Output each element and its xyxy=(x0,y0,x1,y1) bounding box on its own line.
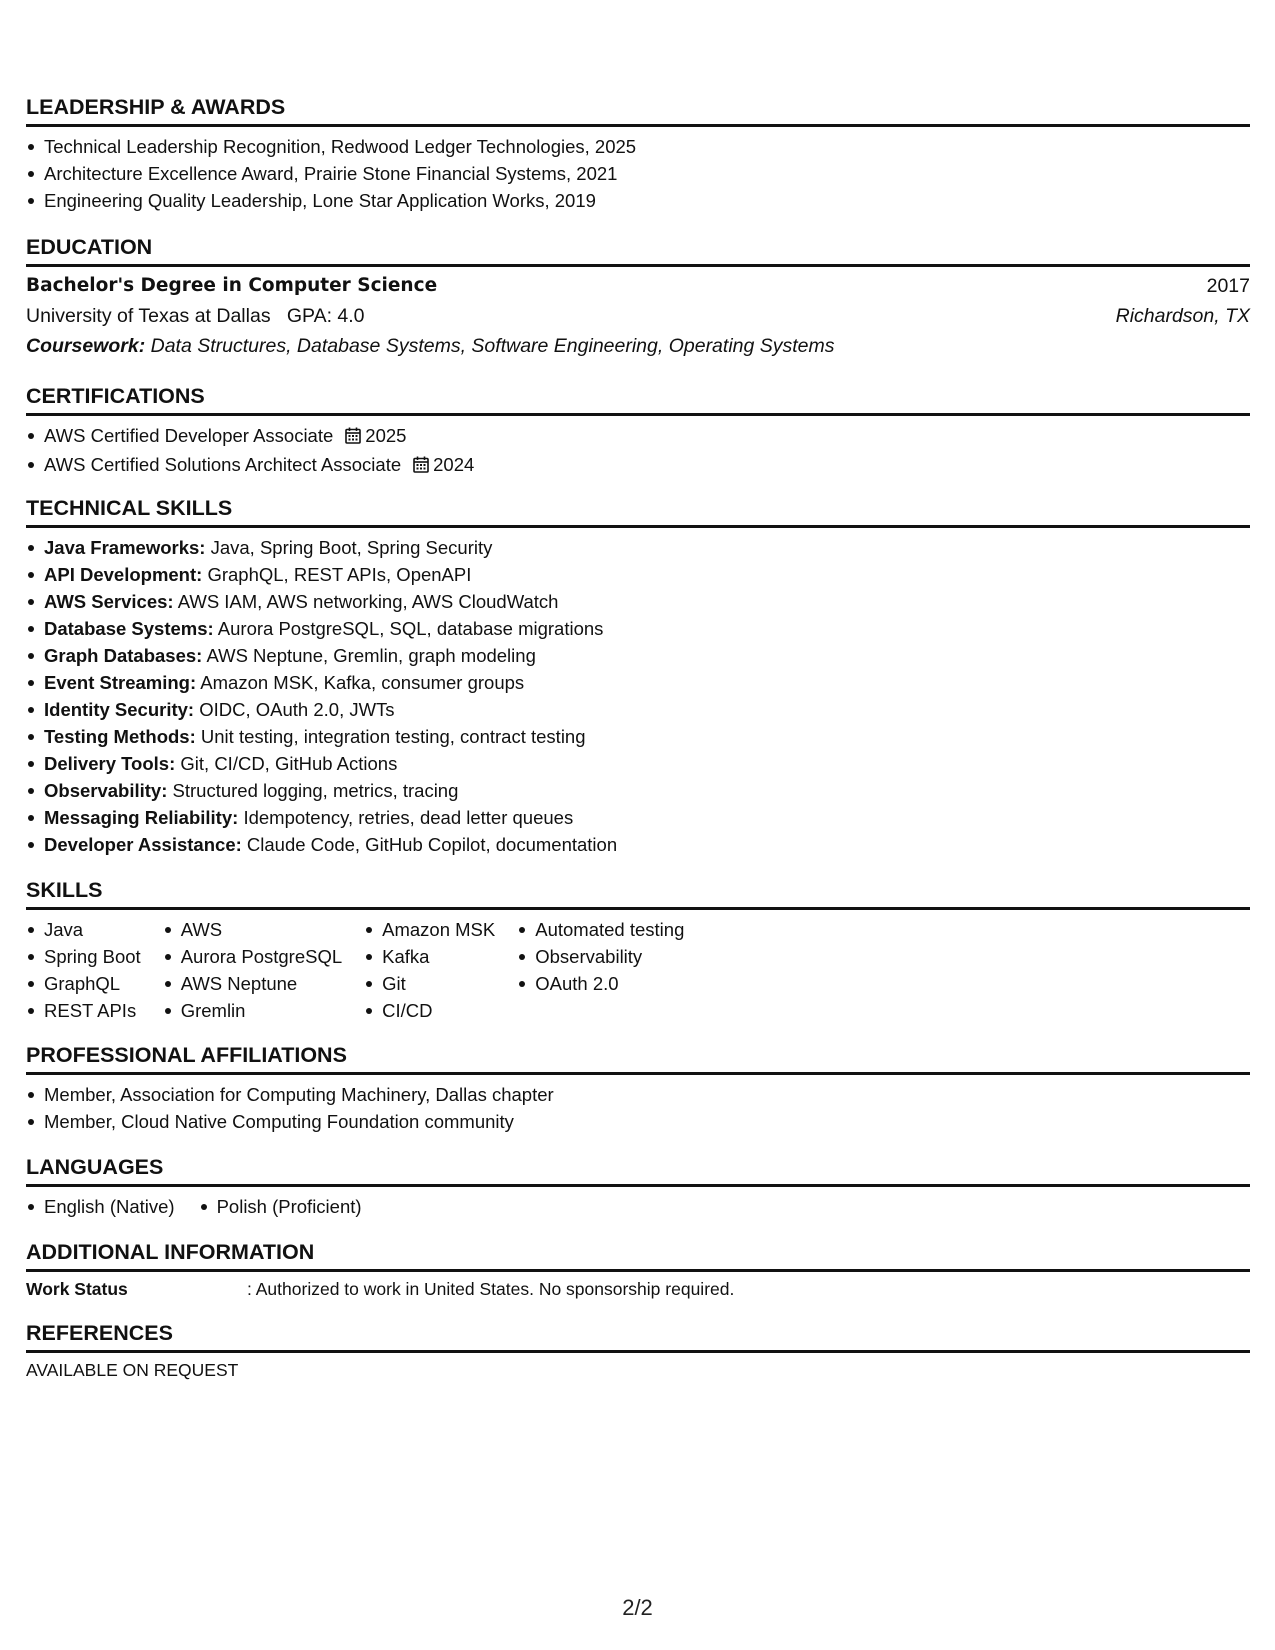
skill-item: CI/CD xyxy=(364,997,495,1024)
skills-column xyxy=(163,916,342,1024)
calendar-icon xyxy=(345,424,361,451)
list-item: Architecture Excellence Award, Prairie Stone Financial Systems, 2021 xyxy=(26,160,1250,187)
degree: Bachelor's Degree in Computer Science xyxy=(26,275,438,296)
section-title: LEADERSHIP & AWARDS xyxy=(26,95,1250,127)
gpa: GPA: 4.0 xyxy=(286,305,365,327)
skill-category-label: API Development: xyxy=(44,564,203,585)
languages-section xyxy=(26,1155,1250,1220)
skills-section xyxy=(26,878,1250,1024)
skill-item: Gremlin xyxy=(163,997,342,1024)
technical-skill-item xyxy=(26,588,1250,615)
technical-skill-item xyxy=(26,696,1250,723)
technical-skill-item xyxy=(26,615,1250,642)
skills-grid xyxy=(26,910,1250,1024)
skill-category-label: Testing Methods: xyxy=(44,726,196,747)
list-item: Member, Cloud Native Computing Foundation community xyxy=(26,1108,1250,1135)
skill-category-value: AWS IAM, AWS networking, AWS CloudWatch xyxy=(177,591,559,612)
technical-skill-item xyxy=(26,723,1250,750)
technical-skills-section xyxy=(26,496,1250,858)
skill-category-label: Messaging Reliability: xyxy=(44,807,239,828)
skill-category-label: Observability: xyxy=(44,780,168,801)
section-title: SKILLS xyxy=(26,878,1250,910)
skill-category-label: Database Systems: xyxy=(44,618,214,639)
skill-item: AWS xyxy=(163,916,342,943)
page-number: 2/2 xyxy=(622,1595,653,1620)
skill-item: Java xyxy=(26,916,141,943)
technical-skill-item xyxy=(26,561,1250,588)
work-status-value: : Authorized to work in United States. No sponsorship required. xyxy=(247,1279,735,1299)
skills-column xyxy=(517,916,684,1024)
certification-year: 2025 xyxy=(365,425,407,446)
skill-category-value: Structured logging, metrics, tracing xyxy=(172,780,459,801)
section-title: LANGUAGES xyxy=(26,1155,1250,1187)
technical-skill-item xyxy=(26,534,1250,561)
skill-item: Automated testing xyxy=(517,916,684,943)
skill-item: REST APIs xyxy=(26,997,141,1024)
skill-category-value: Aurora PostgreSQL, SQL, database migrations xyxy=(217,618,604,639)
references-section xyxy=(26,1321,1250,1385)
skill-category-value: AWS Neptune, Gremlin, graph modeling xyxy=(206,645,536,666)
section-title: PROFESSIONAL AFFILIATIONS xyxy=(26,1043,1250,1075)
skill-item: Git xyxy=(364,970,495,997)
section-title: ADDITIONAL INFORMATION xyxy=(26,1240,1250,1272)
certification-item xyxy=(26,451,1250,480)
references-text: AVAILABLE ON REQUEST xyxy=(26,1360,239,1380)
certification-year: 2024 xyxy=(433,454,475,475)
skill-item: OAuth 2.0 xyxy=(517,970,684,997)
skill-item: Amazon MSK xyxy=(364,916,495,943)
language-item: Polish (Proficient) xyxy=(199,1193,362,1220)
leadership-list xyxy=(26,133,1250,214)
skill-item: Kafka xyxy=(364,943,495,970)
technical-skill-item xyxy=(26,777,1250,804)
certifications-section xyxy=(26,384,1250,480)
skills-column xyxy=(26,916,141,1024)
technical-skill-item xyxy=(26,642,1250,669)
technical-skill-item xyxy=(26,669,1250,696)
coursework-label: Coursework: xyxy=(26,335,146,357)
list-item: Technical Leadership Recognition, Redwood Ledger Technologies, 2025 xyxy=(26,133,1250,160)
skill-item: Aurora PostgreSQL xyxy=(163,943,342,970)
work-status-label: Work Status xyxy=(26,1279,128,1299)
education-section xyxy=(26,235,1250,361)
certification-name: AWS Certified Solutions Architect Associate xyxy=(44,454,402,475)
technical-skill-item xyxy=(26,831,1250,858)
skill-category-value: GraphQL, REST APIs, OpenAPI xyxy=(207,564,472,585)
skill-category-value: Unit testing, integration testing, contract testing xyxy=(200,726,586,747)
additional-info-section xyxy=(26,1240,1250,1304)
section-title: REFERENCES xyxy=(26,1321,1250,1353)
languages-list xyxy=(199,1193,362,1220)
technical-skill-item xyxy=(26,750,1250,777)
skill-category-value: OIDC, OAuth 2.0, JWTs xyxy=(199,699,395,720)
skill-category-label: Identity Security: xyxy=(44,699,195,720)
skill-category-label: Event Streaming: xyxy=(44,672,197,693)
skill-category-value: Claude Code, GitHub Copilot, documentation xyxy=(246,834,618,855)
technical-skill-item xyxy=(26,804,1250,831)
technical-skills-list xyxy=(26,534,1250,858)
graduation-year: 2017 xyxy=(1206,275,1250,297)
section-title: CERTIFICATIONS xyxy=(26,384,1250,416)
skill-item: GraphQL xyxy=(26,970,141,997)
leadership-section xyxy=(26,95,1250,214)
certification-item xyxy=(26,422,1250,451)
certifications-list xyxy=(26,422,1250,480)
school-name: University of Texas at Dallas xyxy=(26,305,271,327)
affiliations-section xyxy=(26,1043,1250,1135)
skill-category-label: Java Frameworks: xyxy=(44,537,206,558)
languages-list xyxy=(26,1193,175,1220)
skill-item: Observability xyxy=(517,943,684,970)
language-item: English (Native) xyxy=(26,1193,175,1220)
coursework: Data Structures, Database Systems, Software Engineering, Operating Systems xyxy=(150,335,835,357)
school-location: Richardson, TX xyxy=(1115,305,1250,327)
skill-item: Spring Boot xyxy=(26,943,141,970)
calendar-icon xyxy=(413,453,429,480)
skill-item: AWS Neptune xyxy=(163,970,342,997)
section-title: EDUCATION xyxy=(26,235,1250,267)
affiliations-list xyxy=(26,1081,1250,1135)
skill-category-label: AWS Services: xyxy=(44,591,174,612)
skill-category-value: Idempotency, retries, dead letter queues xyxy=(243,807,574,828)
skill-category-label: Delivery Tools: xyxy=(44,753,176,774)
skill-category-value: Git, CI/CD, GitHub Actions xyxy=(180,753,398,774)
skill-category-value: Amazon MSK, Kafka, consumer groups xyxy=(200,672,525,693)
skill-category-label: Graph Databases: xyxy=(44,645,203,666)
certification-name: AWS Certified Developer Associate xyxy=(44,425,334,446)
skills-column xyxy=(364,916,495,1024)
list-item: Engineering Quality Leadership, Lone Star Application Works, 2019 xyxy=(26,187,1250,214)
skill-category-label: Developer Assistance: xyxy=(44,834,242,855)
section-title: TECHNICAL SKILLS xyxy=(26,496,1250,528)
skill-category-value: Java, Spring Boot, Spring Security xyxy=(210,537,493,558)
list-item: Member, Association for Computing Machinery, Dallas chapter xyxy=(26,1081,1250,1108)
